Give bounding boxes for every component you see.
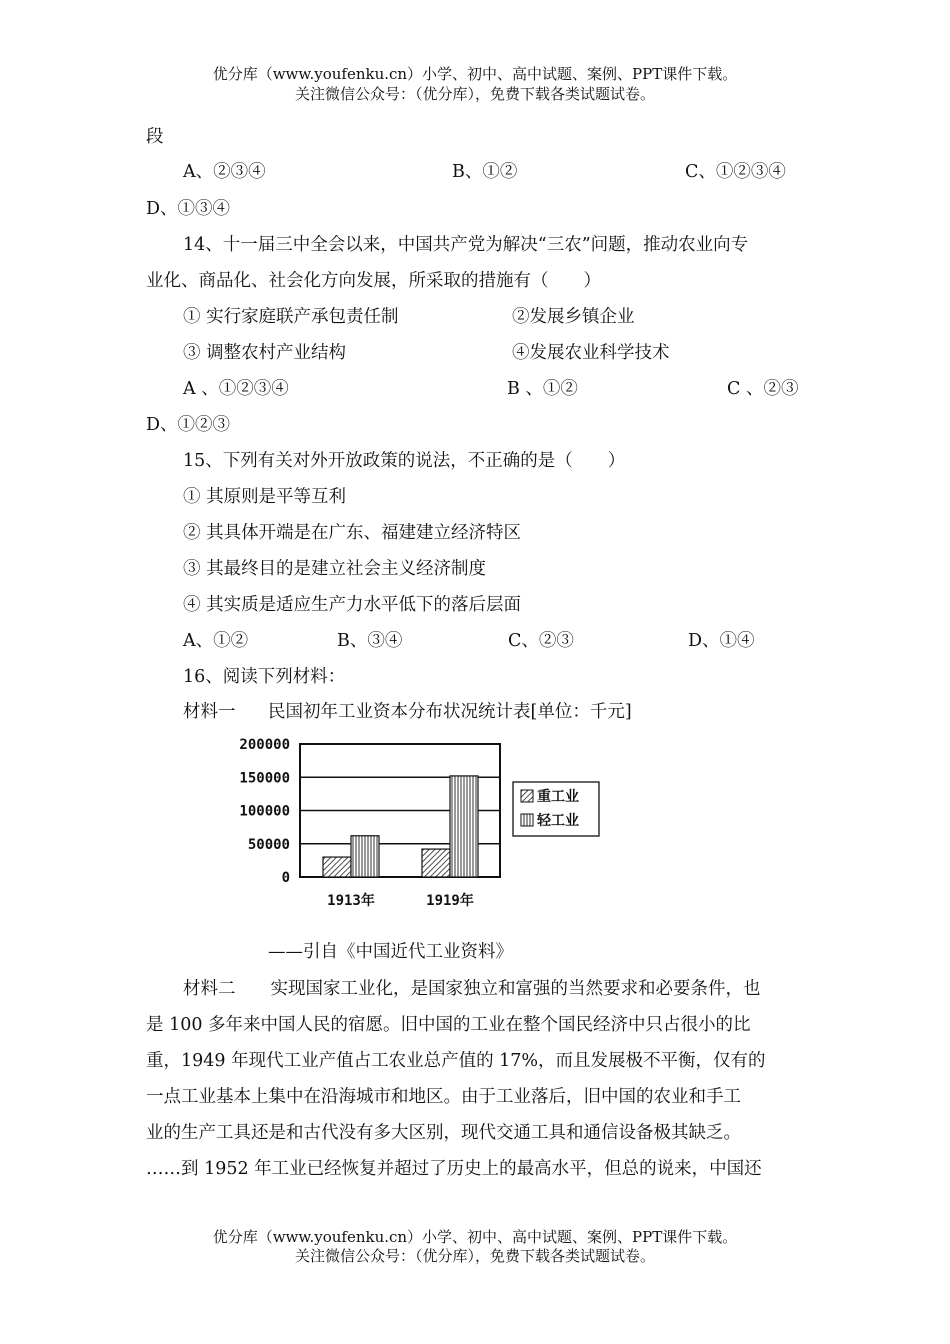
- q13-option-a: A、②③④: [183, 162, 266, 182]
- page-header-line2: 关注微信公众号：（优分库），免费下载各类试题试卷。: [294, 85, 655, 103]
- q14-item-4: ④发展农业科学技术: [512, 343, 670, 363]
- material2-line-2: 是 100 多年来中国人民的宿愿。旧中国的工业在整个国民经济中只占很小的比: [146, 1015, 751, 1035]
- legend-swatch: [521, 814, 533, 826]
- material1-title: 民国初年工业资本分布状况统计表[单位：千元]: [268, 702, 632, 722]
- q14-item-3: ③ 调整农村产业结构: [183, 343, 347, 363]
- bar-重工业-1919年: [422, 849, 450, 877]
- page-header-line1: 优分库（www.youfenku.cn）小学、初中、高中试题、案例、PPT课件下载。: [212, 65, 738, 83]
- y-tick-label: 150000: [239, 770, 290, 787]
- x-tick-label: 1913年: [327, 893, 375, 909]
- page-footer-line1: 优分库（www.youfenku.cn）小学、初中、高中试题、案例、PPT课件下载。: [212, 1228, 738, 1246]
- q15-item-1: ① 其原则是平等互利: [183, 487, 347, 507]
- q15-item-2: ② 其具体开端是在广东、福建建立经济特区: [183, 523, 522, 543]
- bar-重工业-1913年: [323, 857, 351, 877]
- q15-item-4: ④ 其实质是适应生产力水平低下的落后层面: [183, 595, 522, 615]
- x-tick-label: 1919年: [426, 893, 474, 909]
- legend-label: 轻工业: [537, 813, 579, 829]
- y-tick-label: 200000: [239, 737, 290, 753]
- y-tick-label: 0: [281, 870, 290, 886]
- q14-stem-line1: 14、十一届三中全会以来，中国共产党为解决“三农”问题，推动农业向专: [183, 235, 749, 255]
- q14-item-2: ②发展乡镇企业: [512, 307, 635, 327]
- q15-option-a: A、①②: [183, 631, 249, 651]
- q13-option-b: B、①②: [452, 162, 518, 182]
- q15-option-d: D、①④: [688, 631, 755, 651]
- q15-option-c: C、②③: [508, 631, 574, 651]
- industry-capital-chart: [205, 728, 605, 923]
- q14-option-b: B 、①②: [507, 379, 578, 399]
- material1-citation: ——引自《中国近代工业资料》: [268, 942, 513, 962]
- material1-label: 材料一: [183, 702, 236, 722]
- q14-stem-line2: 业化、商品化、社会化方向发展，所采取的措施有（ ）: [146, 271, 601, 291]
- bar-轻工业-1913年: [351, 836, 379, 877]
- bar-轻工业-1919年: [450, 776, 478, 877]
- q15-stem: 15、下列有关对外开放政策的说法，不正确的是（ ）: [183, 451, 626, 471]
- q14-item-1: ① 实行家庭联产承包责任制: [183, 307, 399, 327]
- legend-swatch: [521, 790, 533, 802]
- material2-line-1: 材料二 实现国家工业化，是国家独立和富强的当然要求和必要条件，也: [183, 979, 761, 999]
- bar-chart-svg: [205, 728, 605, 923]
- material2-line-3: 重，1949 年现代工业产值占工农业总产值的 17%，而且发展极不平衡，仅有的: [146, 1051, 766, 1071]
- q15-option-b: B、③④: [337, 631, 403, 651]
- legend-label: 重工业: [537, 789, 579, 805]
- q13-tail: 段: [146, 127, 164, 147]
- material2-line-6: ……到 1952 年工业已经恢复并超过了历史上的最高水平，但总的说来，中国还: [146, 1159, 762, 1179]
- q14-option-a: A 、①②③④: [183, 379, 289, 399]
- page-footer-line2: 关注微信公众号：（优分库），免费下载各类试题试卷。: [294, 1247, 655, 1265]
- q15-item-3: ③ 其最终目的是建立社会主义经济制度: [183, 559, 487, 579]
- q13-option-c: C、①②③④: [685, 162, 786, 182]
- q14-option-d: D、①②③: [146, 415, 231, 435]
- y-tick-label: 100000: [239, 803, 290, 820]
- q16-stem: 16、阅读下列材料：: [183, 667, 346, 687]
- q13-option-d: D、①③④: [146, 199, 231, 219]
- q14-option-c: C 、②③: [727, 379, 799, 399]
- y-tick-label: 50000: [247, 836, 290, 853]
- material2-line-4: 一点工业基本上集中在沿海城市和地区。由于工业落后，旧中国的农业和手工: [146, 1087, 741, 1107]
- material2-line-5: 业的生产工具还是和古代没有多大区别，现代交通工具和通信设备极其缺乏。: [146, 1123, 741, 1143]
